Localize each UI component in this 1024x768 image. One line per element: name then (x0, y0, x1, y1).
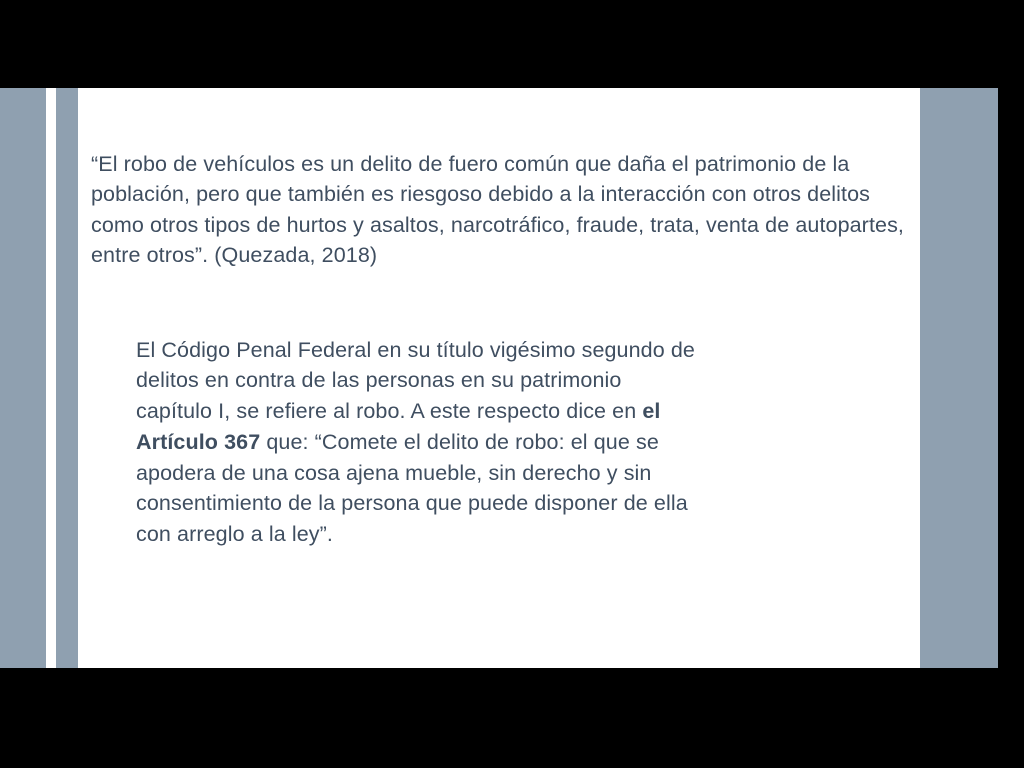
letterbox-top (0, 0, 1024, 88)
body-paragraph (136, 335, 696, 551)
left-band-gap (46, 88, 56, 668)
right-band-stripe (920, 88, 998, 668)
right-band-outer (998, 88, 1024, 668)
quote-paragraph: “El robo de vehículos es un delito de fuero común que daña el patrimonio de la población, pero que también es riesgoso debido a la interacción con otros delitos como otros tipos de hurtos y asaltos, narcotráfico, fraude, trata, venta de autopartes, entre otros”. (Quezada, 2018) (91, 151, 904, 267)
body-paragraph-bold: el Artículo 367 (136, 399, 661, 454)
body-paragraph-part2: que: “Comete el delito de robo: el que se apodera de una cosa ajena mueble, sin derecho y sin consentimiento de la persona que puede disponer de ella con arreglo a la ley”. (136, 429, 688, 547)
slide-stage (0, 88, 1024, 668)
left-band-outer (0, 88, 46, 668)
body-paragraph-part1: El Código Penal Federal en su título vigésimo segundo de delitos en contra de las personas en su patrimonio capítulo I, se refiere al robo. A este respecto dice en (136, 337, 695, 424)
letterbox-bottom (0, 668, 1024, 768)
slide-content-area (78, 88, 920, 668)
left-band-stripe (56, 88, 78, 668)
